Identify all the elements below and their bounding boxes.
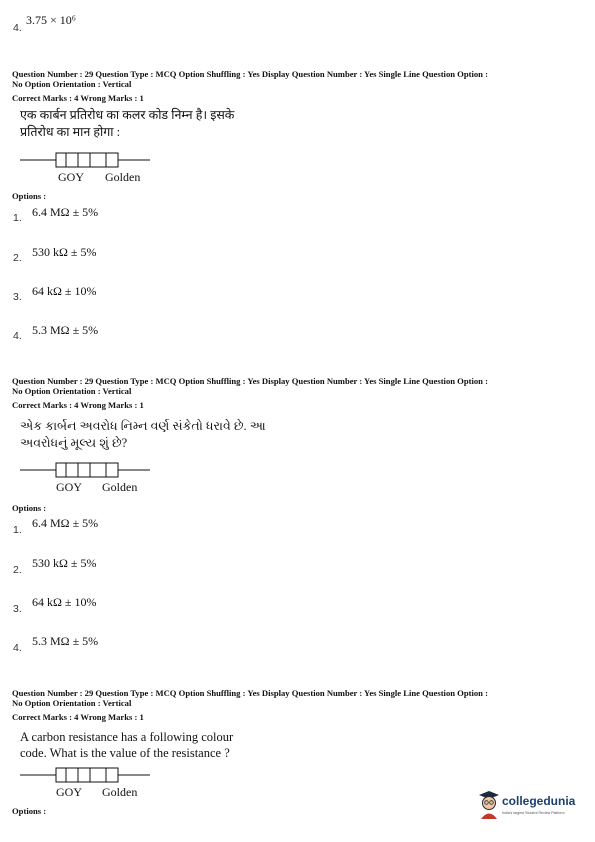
option-number: 2. [13, 564, 22, 576]
header-line: Question Number : 29 Question Type : MCQ Option Shuffling : Yes Display Question Number : Yes Single Line Question Option : [12, 376, 488, 386]
option-value: 64 kΩ ± 10% [32, 595, 97, 609]
question-line: प्रतिरोध का मान होगा : [20, 125, 121, 139]
option-value: 6.4 MΩ ± 5% [32, 516, 99, 530]
marks-line: Correct Marks : 4 Wrong Marks : 1 [12, 712, 144, 722]
question-header [12, 689, 587, 708]
question-header [12, 70, 587, 89]
option-value: 6.4 MΩ ± 5% [32, 205, 99, 219]
header-line: Question Number : 29 Question Type : MCQ Option Shuffling : Yes Display Question Number : Yes Single Line Question Option : [12, 688, 488, 698]
option-number: 4. [13, 22, 22, 34]
resistor-label-right: Golden [102, 480, 138, 494]
option-number: 3. [13, 603, 22, 615]
question-text [20, 729, 340, 761]
resistor-label-left: GOY [56, 480, 82, 494]
option-value: 3.75 × 10⁶ [26, 13, 76, 27]
option-value: 530 kΩ ± 5% [32, 556, 97, 570]
question-line: એક કાર્બન અવરોધ નિમ્ન વર્ણ સંકેતો ધરાવે છે. આ [20, 419, 266, 433]
option-value: 530 kΩ ± 5% [32, 245, 97, 259]
resistor-label-right: Golden [105, 170, 141, 184]
option-number: 3. [13, 291, 22, 303]
options-label: Options : [12, 503, 47, 513]
question-line: code. What is the value of the resistance ? [20, 746, 230, 760]
option-number: 4. [13, 330, 22, 342]
option-value: 5.3 MΩ ± 5% [32, 634, 99, 648]
marks-line: Correct Marks : 4 Wrong Marks : 1 [12, 93, 144, 103]
question-header [12, 377, 587, 396]
option-number: 4. [13, 642, 22, 654]
header-line: No Option Orientation : Vertical [12, 385, 132, 396]
logo-tagline: India's largest Student Review Platform [502, 811, 565, 815]
resistor-label-left: GOY [56, 785, 82, 799]
header-line: No Option Orientation : Vertical [12, 78, 132, 89]
options-label: Options : [12, 191, 47, 201]
option-number: 2. [13, 252, 22, 264]
question-text [20, 418, 340, 452]
marks-line: Correct Marks : 4 Wrong Marks : 1 [12, 400, 144, 410]
option-value: 5.3 MΩ ± 5% [32, 323, 99, 337]
question-line: A carbon resistance has a following colour [20, 730, 234, 744]
header-line: No Option Orientation : Vertical [12, 697, 132, 708]
resistor-label-left: GOY [58, 170, 84, 184]
graduate-mascot-icon [478, 790, 500, 820]
logo-wordmark: collegedunia [502, 794, 576, 808]
question-text [20, 107, 320, 141]
option-number: 1. [13, 524, 22, 536]
resistor-label-right: Golden [102, 785, 138, 799]
option-number: 1. [13, 212, 22, 224]
question-line: અવરોધનું મૂલ્ય શું છે? [20, 436, 128, 450]
collegedunia-logo [478, 790, 588, 826]
option-value: 64 kΩ ± 10% [32, 284, 97, 298]
options-label: Options : [12, 806, 47, 816]
header-line: Question Number : 29 Question Type : MCQ Option Shuffling : Yes Display Question Number : Yes Single Line Question Option : [12, 69, 488, 79]
question-line: एक कार्बन प्रतिरोध का कलर कोड निम्न है। इसके [20, 108, 235, 122]
